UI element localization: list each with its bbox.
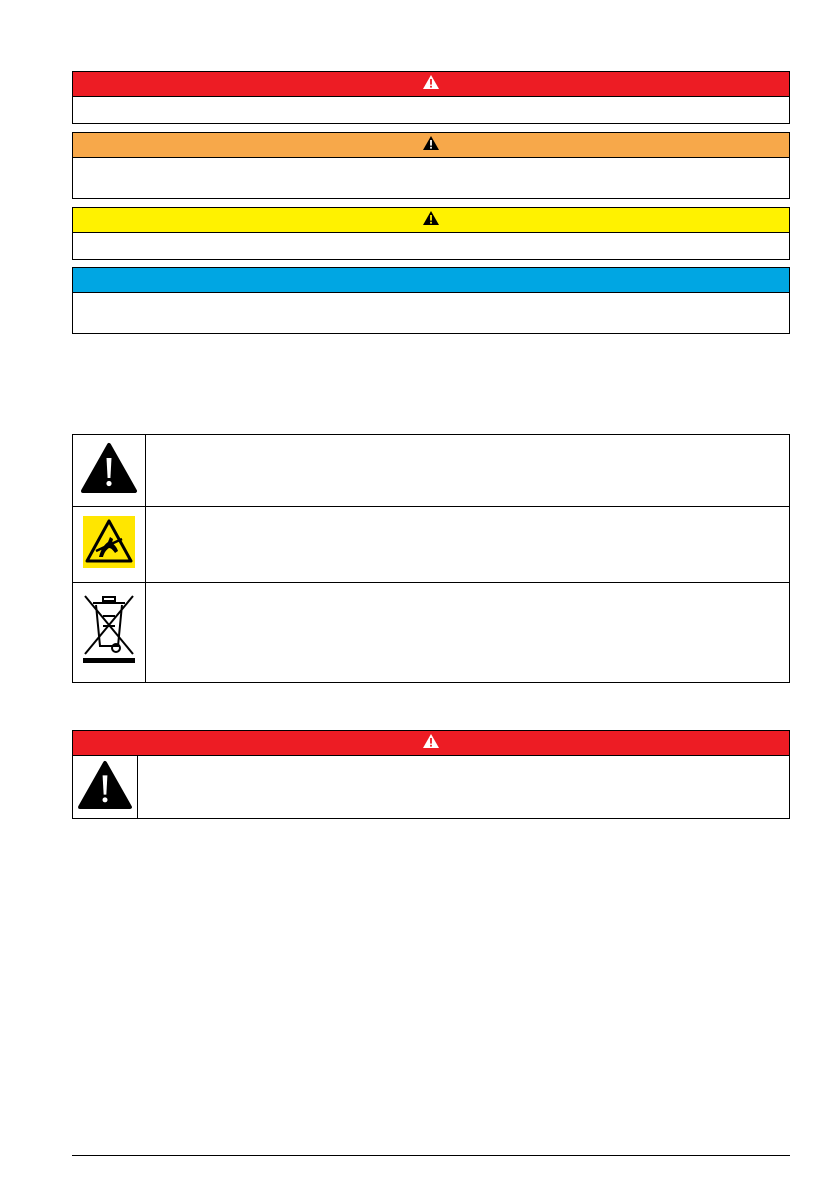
- symbol-row: [73, 507, 790, 583]
- warning-triangle-icon: [422, 210, 440, 231]
- symbol-description: [146, 435, 790, 507]
- general-warning-icon: [77, 760, 133, 815]
- symbol-row: [73, 435, 790, 507]
- warning-triangle-icon: [422, 733, 440, 754]
- esd-icon: [82, 556, 136, 573]
- symbol-description: [146, 583, 790, 683]
- warning-header-bar: [73, 133, 789, 158]
- footer-divider: [72, 1155, 790, 1156]
- danger-warning-box: [72, 730, 790, 819]
- symbol-cell: [73, 756, 138, 818]
- symbol-cell: [73, 435, 146, 507]
- caution-text: [73, 233, 789, 261]
- danger-text: [73, 97, 789, 125]
- symbol-cell: [73, 583, 146, 683]
- danger-warning-text: [138, 756, 789, 818]
- danger-header-bar: [73, 731, 789, 756]
- warning-triangle-icon: [422, 74, 440, 95]
- notice-header-bar: [73, 268, 789, 293]
- caution-notice-box: [72, 207, 790, 260]
- notice-box: [72, 267, 790, 334]
- warning-triangle-icon: [422, 135, 440, 156]
- symbol-description: [146, 507, 790, 583]
- danger-notice-box: [72, 71, 790, 124]
- danger-header-bar: [73, 72, 789, 97]
- danger-warning-row: [73, 756, 789, 818]
- warning-notice-box: [72, 132, 790, 199]
- general-warning-icon: [80, 481, 138, 498]
- warning-text: [73, 158, 789, 200]
- symbol-cell: [73, 507, 146, 583]
- notice-text: [73, 293, 789, 335]
- caution-header-bar: [73, 208, 789, 233]
- weee-crossed-bin-icon: [79, 655, 139, 672]
- precautionary-labels-table: [72, 434, 790, 683]
- symbol-row: [73, 583, 790, 683]
